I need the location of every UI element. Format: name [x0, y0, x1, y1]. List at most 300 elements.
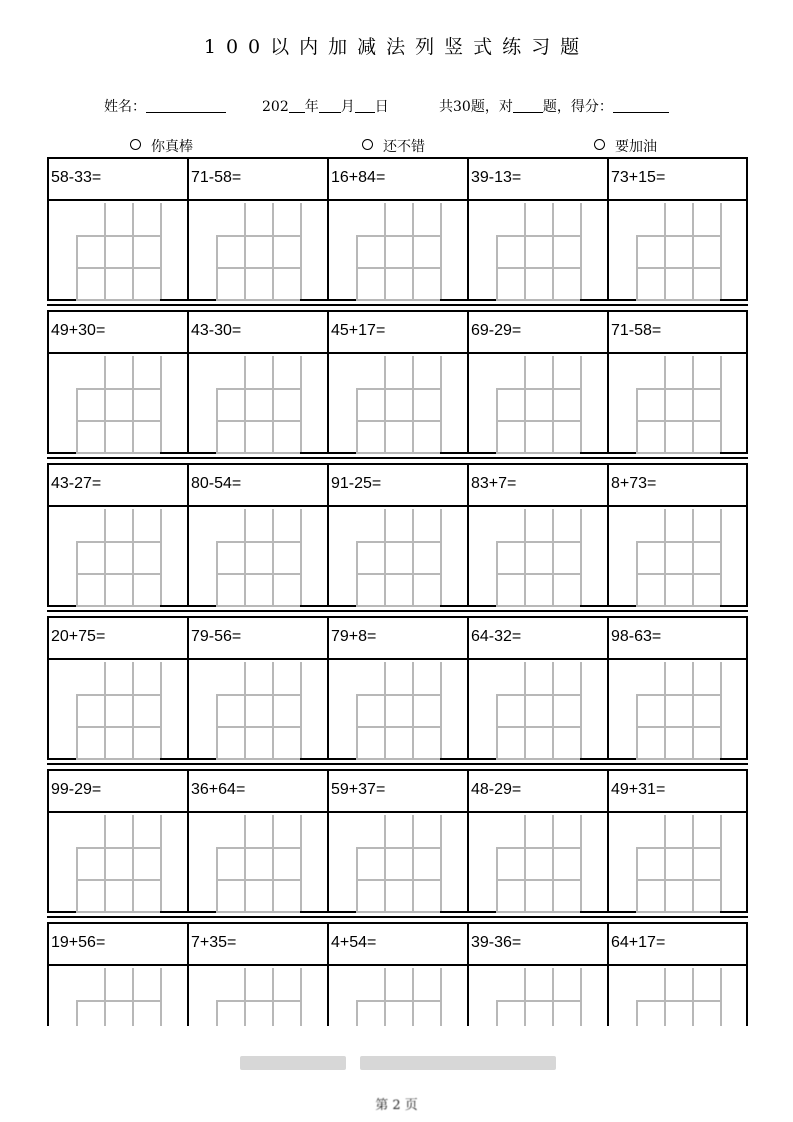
grid-line: [384, 509, 386, 605]
problem-cell[interactable]: [47, 922, 187, 1026]
problem-cell[interactable]: [467, 922, 607, 1026]
grid-line: [356, 847, 358, 911]
vertical-calc-grid[interactable]: [216, 509, 300, 605]
grid-line: [496, 758, 580, 760]
grid-line: [496, 267, 580, 269]
cell-divider: [607, 463, 609, 607]
cell-divider: [187, 922, 189, 1026]
grid-line: [440, 815, 442, 911]
grid-line: [720, 509, 722, 605]
grid-line: [384, 968, 386, 1026]
grid-line: [356, 1000, 358, 1026]
name-field[interactable]: [104, 96, 226, 116]
grid-line: [76, 911, 160, 913]
grid-line: [104, 968, 106, 1026]
vertical-calc-grid[interactable]: [216, 662, 300, 758]
grid-line: [356, 879, 440, 881]
grid-line: [496, 726, 580, 728]
grid-line: [552, 815, 554, 911]
problem-cell[interactable]: [607, 769, 747, 913]
grid-line: [664, 356, 666, 452]
problem-cell[interactable]: [187, 310, 327, 454]
grid-line: [160, 662, 162, 758]
grid-line: [636, 879, 720, 881]
grid-line: [104, 509, 106, 605]
grid-line: [496, 452, 580, 454]
grid-line: [76, 235, 160, 237]
rating-option[interactable]: [362, 136, 425, 156]
grid-line: [720, 662, 722, 758]
grid-line: [104, 356, 106, 452]
total-label: 共30题，对: [439, 99, 513, 115]
grid-line: [636, 299, 720, 301]
grid-line: [300, 815, 302, 911]
cell-divider: [327, 616, 329, 760]
grid-line: [636, 847, 638, 911]
grid-line: [76, 694, 160, 696]
year-prefix: 202: [262, 99, 289, 115]
grid-line: [496, 1000, 498, 1026]
grid-line: [216, 879, 300, 881]
grid-line: [636, 388, 638, 452]
problem-cell[interactable]: [327, 616, 467, 760]
problem-cell[interactable]: [187, 616, 327, 760]
grid-line: [216, 235, 218, 299]
grid-line: [356, 758, 440, 760]
grid-line: [76, 267, 160, 269]
grid-line: [76, 541, 160, 543]
vertical-calc-grid[interactable]: [356, 203, 440, 299]
grid-line: [300, 509, 302, 605]
grid-line: [440, 509, 442, 605]
grid-line: [216, 235, 300, 237]
rating-label: 还不错: [383, 139, 425, 155]
vertical-calc-grid[interactable]: [356, 815, 440, 911]
name-label: 姓名：: [104, 99, 146, 115]
cell-divider: [187, 769, 189, 913]
grid-line: [384, 356, 386, 452]
grid-line: [76, 847, 160, 849]
grid-line: [300, 203, 302, 299]
grid-line: [76, 388, 78, 452]
grid-line: [384, 203, 386, 299]
grid-line: [356, 452, 440, 454]
problem-expression: 4+54=: [331, 934, 377, 951]
problem-expression: 43-27=: [51, 475, 102, 492]
problem-expression: 39-36=: [471, 934, 522, 951]
cell-divider: [327, 310, 329, 454]
row-separator: [47, 610, 748, 612]
problem-expression: 99-29=: [51, 781, 102, 798]
grid-line: [356, 726, 440, 728]
grid-line: [580, 509, 582, 605]
grid-line: [76, 573, 160, 575]
vertical-calc-grid[interactable]: [216, 203, 300, 299]
cell-divider: [607, 922, 609, 1026]
problem-expression: 83+7=: [471, 475, 517, 492]
vertical-calc-grid[interactable]: [356, 509, 440, 605]
grid-line: [300, 662, 302, 758]
problem-expression: 49+31=: [611, 781, 666, 798]
problem-cell[interactable]: [47, 463, 187, 607]
vertical-calc-grid[interactable]: [76, 968, 160, 1026]
grid-line: [132, 815, 134, 911]
grid-line: [580, 203, 582, 299]
cell-divider: [467, 769, 469, 913]
vertical-calc-grid[interactable]: [76, 662, 160, 758]
problem-expression: 20+75=: [51, 628, 106, 645]
problem-cell[interactable]: [467, 310, 607, 454]
problem-cell[interactable]: [467, 616, 607, 760]
grid-line: [664, 509, 666, 605]
vertical-calc-grid[interactable]: [216, 356, 300, 452]
problem-cell[interactable]: [467, 769, 607, 913]
grid-line: [76, 726, 160, 728]
grid-line: [552, 203, 554, 299]
grid-line: [496, 847, 498, 911]
grid-line: [496, 235, 498, 299]
vertical-calc-grid[interactable]: [636, 662, 720, 758]
grid-line: [720, 815, 722, 911]
grid-line: [636, 911, 720, 913]
grid-line: [636, 1000, 638, 1026]
vertical-calc-grid[interactable]: [356, 662, 440, 758]
grid-line: [216, 420, 300, 422]
grid-line: [496, 299, 580, 301]
blurred-footer-text: [360, 1056, 556, 1070]
grid-line: [692, 509, 694, 605]
grid-line: [524, 509, 526, 605]
grid-line: [244, 356, 246, 452]
score-field[interactable]: [439, 96, 669, 116]
vertical-calc-grid[interactable]: [76, 815, 160, 911]
problem-cell[interactable]: [47, 769, 187, 913]
cell-divider: [467, 922, 469, 1026]
year-blank[interactable]: [289, 98, 305, 113]
year-label: 年: [304, 99, 319, 115]
problem-cell[interactable]: [327, 769, 467, 913]
problem-expression: 39-13=: [471, 169, 522, 186]
grid-line: [356, 541, 358, 605]
grid-line: [356, 299, 440, 301]
problem-expression: 7+35=: [191, 934, 237, 951]
circle-icon[interactable]: [130, 139, 141, 150]
grid-line: [76, 605, 160, 607]
vertical-calc-grid[interactable]: [496, 509, 580, 605]
problem-cell[interactable]: [327, 463, 467, 607]
problem-cell[interactable]: [327, 922, 467, 1026]
grid-line: [636, 726, 720, 728]
grid-line: [412, 356, 414, 452]
grid-line: [664, 815, 666, 911]
grid-line: [76, 1000, 160, 1002]
grid-line: [216, 911, 300, 913]
grid-line: [244, 509, 246, 605]
grid-line: [552, 968, 554, 1026]
grid-line: [244, 815, 246, 911]
grid-line: [272, 203, 274, 299]
grid-line: [720, 356, 722, 452]
grid-line: [356, 541, 440, 543]
page-title: 100以内加减法列竖式练习题: [203, 36, 590, 58]
grid-line: [692, 203, 694, 299]
grid-line: [244, 203, 246, 299]
grid-line: [384, 662, 386, 758]
cell-divider: [607, 616, 609, 760]
grid-line: [216, 299, 300, 301]
grid-line: [76, 694, 78, 758]
grid-line: [160, 509, 162, 605]
problem-cell[interactable]: [467, 463, 607, 607]
grid-line: [496, 541, 498, 605]
grid-line: [356, 420, 440, 422]
vertical-calc-grid[interactable]: [496, 203, 580, 299]
grid-line: [720, 968, 722, 1026]
problem-cell[interactable]: [607, 616, 747, 760]
grid-line: [496, 911, 580, 913]
grid-line: [356, 694, 358, 758]
problem-grid: [47, 157, 748, 1026]
grid-line: [412, 203, 414, 299]
grid-line: [216, 541, 218, 605]
grid-line: [272, 662, 274, 758]
vertical-calc-grid[interactable]: [216, 815, 300, 911]
problem-expression: 8+73=: [611, 475, 657, 492]
cell-divider: [327, 922, 329, 1026]
problem-cell[interactable]: [327, 310, 467, 454]
grid-line: [216, 694, 300, 696]
grid-line: [216, 452, 300, 454]
grid-line: [76, 235, 78, 299]
grid-line: [496, 388, 498, 452]
vertical-calc-grid[interactable]: [356, 356, 440, 452]
problem-cell[interactable]: [47, 310, 187, 454]
problem-expression: 64+17=: [611, 934, 666, 951]
grid-line: [104, 815, 106, 911]
grid-line: [636, 847, 720, 849]
vertical-calc-grid[interactable]: [636, 356, 720, 452]
cell-divider: [607, 157, 609, 301]
grid-line: [636, 267, 720, 269]
problem-row: [47, 922, 748, 1026]
grid-line: [440, 203, 442, 299]
correct-blank[interactable]: [513, 98, 543, 113]
grid-line: [496, 541, 580, 543]
day-blank[interactable]: [355, 98, 375, 113]
grid-line: [132, 662, 134, 758]
cell-divider: [467, 463, 469, 607]
month-label: 月: [340, 99, 355, 115]
grid-line: [132, 203, 134, 299]
grid-line: [692, 356, 694, 452]
grid-line: [356, 1000, 440, 1002]
vertical-calc-grid[interactable]: [496, 356, 580, 452]
vertical-calc-grid[interactable]: [216, 968, 300, 1026]
vertical-calc-grid[interactable]: [636, 509, 720, 605]
vertical-calc-grid[interactable]: [76, 356, 160, 452]
grid-line: [580, 968, 582, 1026]
problem-expression: 19+56=: [51, 934, 106, 951]
problem-cell[interactable]: [187, 922, 327, 1026]
vertical-calc-grid[interactable]: [636, 203, 720, 299]
vertical-calc-grid[interactable]: [496, 662, 580, 758]
rating-label: 你真棒: [151, 139, 193, 155]
grid-line: [412, 815, 414, 911]
grid-line: [216, 694, 218, 758]
grid-line: [496, 388, 580, 390]
grid-line: [216, 388, 218, 452]
grid-line: [636, 235, 638, 299]
problem-cell[interactable]: [187, 769, 327, 913]
grid-line: [76, 758, 160, 760]
grid-line: [692, 815, 694, 911]
grid-line: [636, 235, 720, 237]
problem-expression: 49+30=: [51, 322, 106, 339]
grid-line: [636, 573, 720, 575]
vertical-calc-grid[interactable]: [356, 968, 440, 1026]
grid-line: [524, 356, 526, 452]
problem-cell[interactable]: [327, 157, 467, 301]
grid-line: [76, 420, 160, 422]
grid-line: [132, 509, 134, 605]
circle-icon[interactable]: [594, 139, 605, 150]
grid-line: [692, 662, 694, 758]
grid-line: [692, 968, 694, 1026]
rating-option[interactable]: [594, 136, 657, 156]
vertical-calc-grid[interactable]: [76, 509, 160, 605]
cell-divider: [327, 769, 329, 913]
score-blank[interactable]: [613, 98, 669, 113]
row-separator: [47, 763, 748, 765]
problem-cell[interactable]: [607, 463, 747, 607]
grid-line: [216, 388, 300, 390]
grid-line: [160, 203, 162, 299]
grid-line: [496, 605, 580, 607]
problem-cell[interactable]: [607, 922, 747, 1026]
grid-line: [160, 356, 162, 452]
grid-line: [132, 356, 134, 452]
grid-line: [636, 541, 720, 543]
grid-line: [524, 968, 526, 1026]
grid-line: [216, 1000, 218, 1026]
grid-line: [636, 694, 638, 758]
grid-line: [412, 968, 414, 1026]
grid-line: [272, 968, 274, 1026]
grid-line: [580, 662, 582, 758]
problem-row: [47, 310, 748, 454]
cell-divider: [467, 616, 469, 760]
rating-option[interactable]: [130, 136, 193, 156]
grid-line: [272, 509, 274, 605]
cell-divider: [467, 310, 469, 454]
problem-cell[interactable]: [607, 310, 747, 454]
grid-line: [636, 388, 720, 390]
grid-line: [104, 662, 106, 758]
rating-label: 要加油: [615, 139, 657, 155]
grid-line: [524, 662, 526, 758]
grid-line: [76, 452, 160, 454]
grid-line: [300, 968, 302, 1026]
cell-divider: [607, 769, 609, 913]
grid-line: [216, 726, 300, 728]
problem-expression: 45+17=: [331, 322, 386, 339]
date-field[interactable]: [262, 96, 389, 116]
name-blank[interactable]: [146, 98, 226, 113]
vertical-calc-grid[interactable]: [636, 968, 720, 1026]
cell-divider: [327, 157, 329, 301]
grid-line: [272, 815, 274, 911]
grid-line: [440, 968, 442, 1026]
cell-divider: [187, 616, 189, 760]
problem-row: [47, 616, 748, 760]
student-info-line: [0, 96, 793, 116]
page-number-text: 第 2 页: [375, 1098, 418, 1113]
grid-line: [636, 1000, 720, 1002]
problem-cell[interactable]: [187, 157, 327, 301]
circle-icon[interactable]: [362, 139, 373, 150]
problem-expression: 79+8=: [331, 628, 377, 645]
problem-expression: 91-25=: [331, 475, 382, 492]
problem-expression: 59+37=: [331, 781, 386, 798]
grid-line: [76, 879, 160, 881]
grid-line: [496, 1000, 580, 1002]
grid-line: [76, 388, 160, 390]
grid-line: [76, 541, 78, 605]
problem-cell[interactable]: [187, 463, 327, 607]
problem-expression: 16+84=: [331, 169, 386, 186]
grid-line: [356, 267, 440, 269]
grid-line: [496, 420, 580, 422]
vertical-calc-grid[interactable]: [496, 815, 580, 911]
grid-line: [384, 815, 386, 911]
problem-cell[interactable]: [47, 616, 187, 760]
row-separator: [47, 916, 748, 918]
score-label: 题，得分：: [542, 99, 613, 115]
grid-line: [636, 694, 720, 696]
grid-line: [216, 573, 300, 575]
blurred-footer-text: [240, 1056, 346, 1070]
vertical-calc-grid[interactable]: [636, 815, 720, 911]
problem-cell[interactable]: [467, 157, 607, 301]
grid-line: [636, 452, 720, 454]
grid-line: [104, 203, 106, 299]
grid-line: [356, 235, 358, 299]
grid-line: [216, 267, 300, 269]
problem-cell[interactable]: [607, 157, 747, 301]
grid-line: [300, 356, 302, 452]
cell-divider: [187, 310, 189, 454]
grid-line: [580, 356, 582, 452]
problem-row: [47, 463, 748, 607]
vertical-calc-grid[interactable]: [76, 203, 160, 299]
grid-line: [356, 911, 440, 913]
grid-line: [216, 1000, 300, 1002]
grid-line: [216, 541, 300, 543]
grid-line: [664, 203, 666, 299]
grid-line: [636, 758, 720, 760]
grid-line: [496, 879, 580, 881]
vertical-calc-grid[interactable]: [496, 968, 580, 1026]
grid-line: [216, 847, 300, 849]
problem-expression: 36+64=: [191, 781, 246, 798]
month-blank[interactable]: [319, 98, 341, 113]
grid-line: [216, 605, 300, 607]
problem-expression: 98-63=: [611, 628, 662, 645]
grid-line: [524, 203, 526, 299]
grid-line: [496, 847, 580, 849]
cell-divider: [607, 310, 609, 454]
problem-cell[interactable]: [47, 157, 187, 301]
